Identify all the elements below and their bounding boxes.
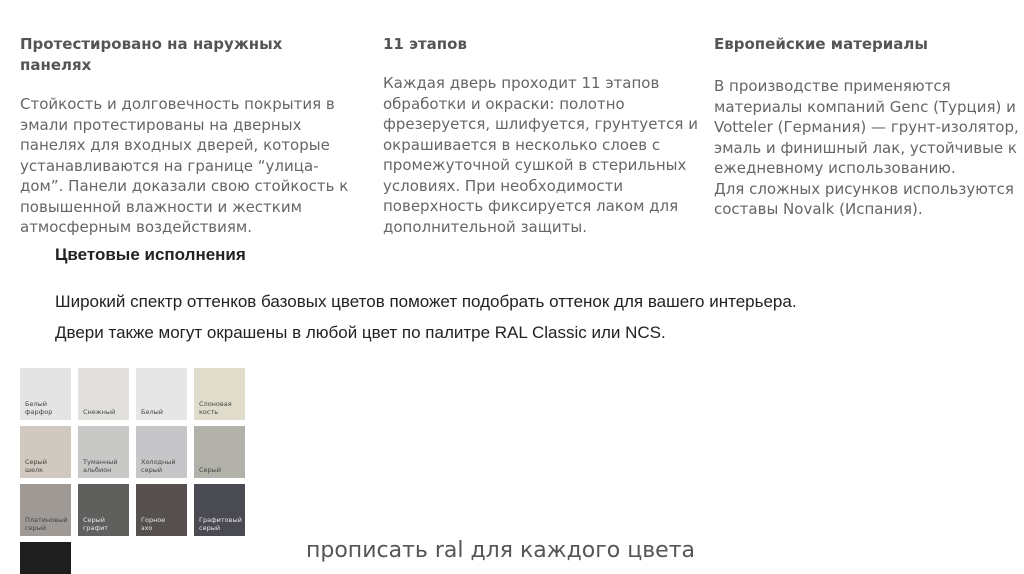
- swatch-label: Серый графит: [83, 516, 109, 532]
- swatch-label: Горное эхо: [141, 516, 166, 532]
- info-column-stages: [383, 34, 713, 237]
- swatch-label: Снежный: [83, 408, 116, 416]
- section-text-line: Широкий спектр оттенков базовых цветов поможет подобрать оттенок для вашего интерьера.: [55, 292, 797, 311]
- footer-note: прописать ral для каждого цвета: [306, 538, 696, 563]
- swatch-label: Серый шелк: [25, 458, 48, 474]
- color-swatch: [20, 368, 71, 420]
- column-text: В производстве применяются материалы компаний Genc (Турция) и Votteler (Германия) — грунт-изолятор, эмаль и финишный лак, устойчивые к ежедневному использованию. Для сложных рисунков используются составы Novalk (Испания).: [714, 77, 1019, 218]
- color-swatch: [194, 426, 245, 478]
- swatch-label: Белый фарфор: [25, 400, 53, 416]
- column-text: Стойкость и долговечность покрытия в эмали протестированы на дверных панелях для входных дверей, которые устанавливаются на границе “улица-дом”. Панели доказали свою стойкость к повышенной влажности и жестким атмосферным воздействиям.: [20, 95, 349, 236]
- color-swatch: [194, 368, 245, 420]
- section-heading: Цветовые исполнения: [55, 245, 246, 264]
- swatch-label: Туманный альбион: [83, 458, 118, 474]
- swatch-label: Слоновая кость: [199, 400, 232, 416]
- info-column-tested: [20, 34, 350, 238]
- swatch-label: Платиновый серый: [25, 516, 68, 532]
- color-swatch: [20, 484, 71, 536]
- color-palette: [20, 368, 250, 574]
- section-text-line: Двери также могут окрашены в любой цвет по палитре RAL Classic или NCS.: [55, 323, 666, 342]
- color-swatch: [136, 368, 187, 420]
- color-swatch: [78, 426, 129, 478]
- column-title: 11 этапов: [383, 35, 467, 53]
- column-title: Европейские материалы: [714, 35, 928, 53]
- color-swatch: [194, 484, 245, 536]
- color-swatch: [78, 484, 129, 536]
- column-title: Протестировано на наружных панелях: [20, 35, 283, 74]
- color-swatch: [20, 426, 71, 478]
- column-text: Каждая дверь проходит 11 этапов обработки и окраски: полотно фрезеруется, шлифуется, грунтуется и окрашивается в несколько слоев с промежуточной сушкой в стерильных условиях. При необходимости поверхность фиксируется лаком для дополнительной защиты.: [383, 74, 698, 236]
- swatch-label: Графитовый серый: [199, 516, 242, 532]
- swatch-label: Серый: [199, 466, 222, 474]
- color-swatch: [136, 426, 187, 478]
- swatch-label: Белый: [141, 408, 163, 416]
- info-column-materials: [714, 34, 1024, 220]
- color-swatch: [78, 368, 129, 420]
- swatch-label: Холодный серый: [141, 458, 176, 474]
- color-swatch: [136, 484, 187, 536]
- color-swatch: [20, 542, 71, 574]
